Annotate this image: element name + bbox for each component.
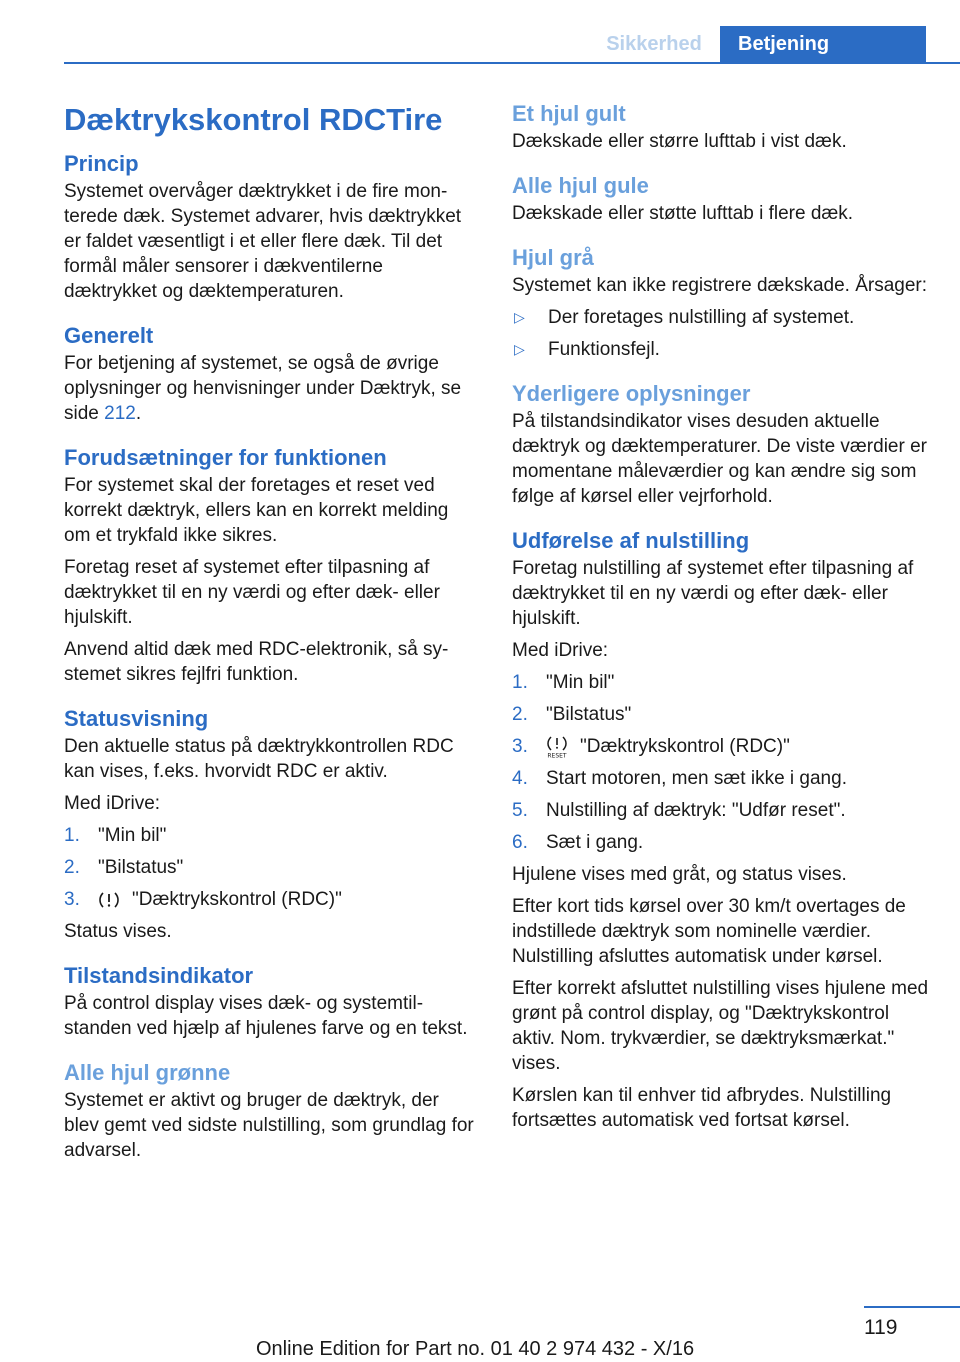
tire-pressure-icon bbox=[98, 890, 120, 910]
list-item bbox=[64, 823, 478, 848]
page-link[interactable]: 212 bbox=[104, 403, 136, 424]
footer-rule bbox=[864, 1306, 960, 1308]
list-item bbox=[64, 887, 478, 912]
step-number: 3. bbox=[512, 736, 528, 757]
bullet-text: Funktionsfejl. bbox=[548, 339, 660, 360]
heading-forudsaetninger: Forudsætninger for funktionen bbox=[64, 445, 387, 470]
list-item bbox=[512, 337, 932, 362]
tab-sikkerhed[interactable]: Sikkerhed bbox=[606, 33, 702, 55]
step-number: 2. bbox=[64, 857, 80, 878]
step-text: Start motoren, men sæt ikke i gang. bbox=[546, 768, 847, 789]
heading-hjul-graa: Hjul grå bbox=[512, 245, 594, 270]
generelt-text bbox=[64, 351, 478, 426]
udfoerelse-p2: Med iDrive: bbox=[512, 640, 609, 661]
step-number: 1. bbox=[64, 825, 80, 846]
list-item bbox=[512, 734, 932, 759]
step-text: "Dæktrykskontrol (RDC)" bbox=[132, 889, 342, 910]
right-column bbox=[512, 98, 932, 1140]
generelt-text-before: For betjening af systemet, se også de øvrige oplysninger og henvisninger under Dæktryk, se side bbox=[64, 353, 462, 424]
yderligere-text: På tilstandsindikator vises desuden aktuelle dæktryk og dæktemperaturer. De viste værdier er momentane måleværdier og kan ændre sig som følge af kørsel eller vejrforhold. bbox=[512, 411, 927, 507]
step-number: 5. bbox=[512, 800, 528, 821]
page-title: Dæktrykskontrol RDCTire bbox=[64, 102, 443, 137]
heading-et-hjul-gult: Et hjul gult bbox=[512, 101, 626, 126]
step-text-wrap bbox=[546, 734, 790, 759]
heading-generelt: Generelt bbox=[64, 323, 154, 348]
list-item bbox=[512, 305, 932, 330]
footer-edition: Online Edition for Part no. 01 40 2 974 432 - X/16 bbox=[256, 1338, 695, 1360]
princip-text: Systemet overvåger dæktrykket i de fire monterede dæk. Systemet advarer, hvis dæktrykket er faldet væsentligt i et eller flere dæk. Til det formål måler sensorer i dækventilerne dæktrykket og dæktemperaturen. bbox=[64, 181, 462, 302]
heading-alle-hjul-gule: Alle hjul gule bbox=[512, 173, 649, 198]
page-number: 119 bbox=[864, 1316, 898, 1339]
statusvisning-p2: Med iDrive: bbox=[64, 793, 161, 814]
list-item bbox=[512, 702, 932, 727]
udfoerelse-p5: Efter korrekt afsluttet nulstilling vises hjulene med grønt på control display, og "Dæktrykskontrol aktiv. Nom. trykværdier, se dæktryksmærkat." vises. bbox=[512, 978, 929, 1074]
triangle-bullet-icon: ▷ bbox=[514, 309, 525, 325]
step-text: "Dæktrykskontrol (RDC)" bbox=[580, 736, 790, 757]
reset-icon-label: RESET bbox=[547, 752, 567, 759]
heading-statusvisning: Statusvisning bbox=[64, 706, 209, 731]
graa-text: Systemet kan ikke registrere dækskade. Årsager: bbox=[512, 275, 928, 296]
statusvisning-p3: Status vises. bbox=[64, 921, 172, 942]
heading-tilstandsindikator: Tilstandsindikator bbox=[64, 963, 254, 988]
header-tabs bbox=[604, 26, 926, 62]
list-item bbox=[64, 855, 478, 880]
heading-udfoerelse: Udførelse af nulstilling bbox=[512, 528, 750, 553]
udfoerelse-p4: Efter kort tids kørsel over 30 km/t overtages de indstillede dæktryk som nominelle værdier. Nulstilling afsluttes automatisk under kørsel. bbox=[512, 896, 906, 967]
heading-yderligere-oplysninger: Yderligere oplysninger bbox=[512, 381, 751, 406]
udfoerelse-steps bbox=[512, 670, 932, 855]
list-item bbox=[512, 670, 932, 695]
step-number: 6. bbox=[512, 832, 528, 853]
udfoerelse-p1: Foretag nulstilling af systemet efter tilpasning af dæktrykket til en ny værdi og efter dæk- eller hjulskift. bbox=[512, 558, 914, 629]
heading-princip: Princip bbox=[64, 151, 139, 176]
gult-text: Dækskade eller større lufttab i vist dæk. bbox=[512, 131, 847, 152]
bullet-text: Der foretages nulstilling af systemet. bbox=[548, 307, 855, 328]
statusvisning-p1: Den aktuelle status på dæktrykkontrollen RDC kan vises, f.eks. hvorvidt RDC er aktiv. bbox=[64, 736, 454, 782]
step-text: "Min bil" bbox=[546, 672, 615, 693]
left-column bbox=[64, 98, 478, 1170]
step-text: "Bilstatus" bbox=[98, 857, 184, 878]
udfoerelse-p6: Kørslen kan til enhver tid afbrydes. Nulstilling fortsættes automatisk ved fortsat kørsel. bbox=[512, 1085, 892, 1131]
list-item bbox=[512, 766, 932, 791]
list-item bbox=[512, 798, 932, 823]
forudsaetninger-p2: Foretag reset af systemet efter tilpasning af dæktrykket til en ny værdi og efter dæk- eller hjulskift. bbox=[64, 557, 440, 628]
forudsaetninger-p1: For systemet skal der foretages et reset ved korrekt dæktryk, ellers kan en korrekt melding om et trykfald ikke sikres. bbox=[64, 475, 449, 546]
heading-alle-hjul-groenne: Alle hjul grønne bbox=[64, 1060, 231, 1085]
tab-betjening[interactable]: Betjening bbox=[720, 26, 926, 62]
generelt-text-after: . bbox=[135, 403, 142, 424]
forudsaetninger-p3: Anvend altid dæk med RDC-elektronik, så systemet sikres fejlfri funktion. bbox=[64, 639, 449, 685]
tilstand-text: På control display vises dæk- og systemtilstanden ved hjælp af hjulenes farve og en tekst. bbox=[64, 993, 468, 1039]
step-text: "Min bil" bbox=[98, 825, 167, 846]
step-number: 4. bbox=[512, 768, 528, 789]
step-number: 1. bbox=[512, 672, 528, 693]
tire-pressure-reset-icon bbox=[546, 735, 568, 759]
step-number: 2. bbox=[512, 704, 528, 725]
groenne-text: Systemet er aktivt og bruger de dæktryk, der blev gemt ved sidste nulstilling, som grundlag for advarsel. bbox=[64, 1090, 474, 1161]
statusvisning-steps bbox=[64, 823, 478, 912]
triangle-bullet-icon: ▷ bbox=[514, 341, 525, 357]
step-text: Sæt i gang. bbox=[546, 832, 644, 853]
header-rule bbox=[64, 62, 960, 64]
step-text: Nulstilling af dæktryk: "Udfør reset". bbox=[546, 800, 846, 821]
step-text: "Bilstatus" bbox=[546, 704, 632, 725]
step-text-wrap bbox=[98, 887, 342, 912]
gule-text: Dækskade eller støtte lufttab i flere dæk. bbox=[512, 203, 854, 224]
step-number: 3. bbox=[64, 889, 80, 910]
graa-bullets bbox=[512, 305, 932, 362]
list-item bbox=[512, 830, 932, 855]
udfoerelse-p3: Hjulene vises med gråt, og status vises. bbox=[512, 864, 847, 885]
